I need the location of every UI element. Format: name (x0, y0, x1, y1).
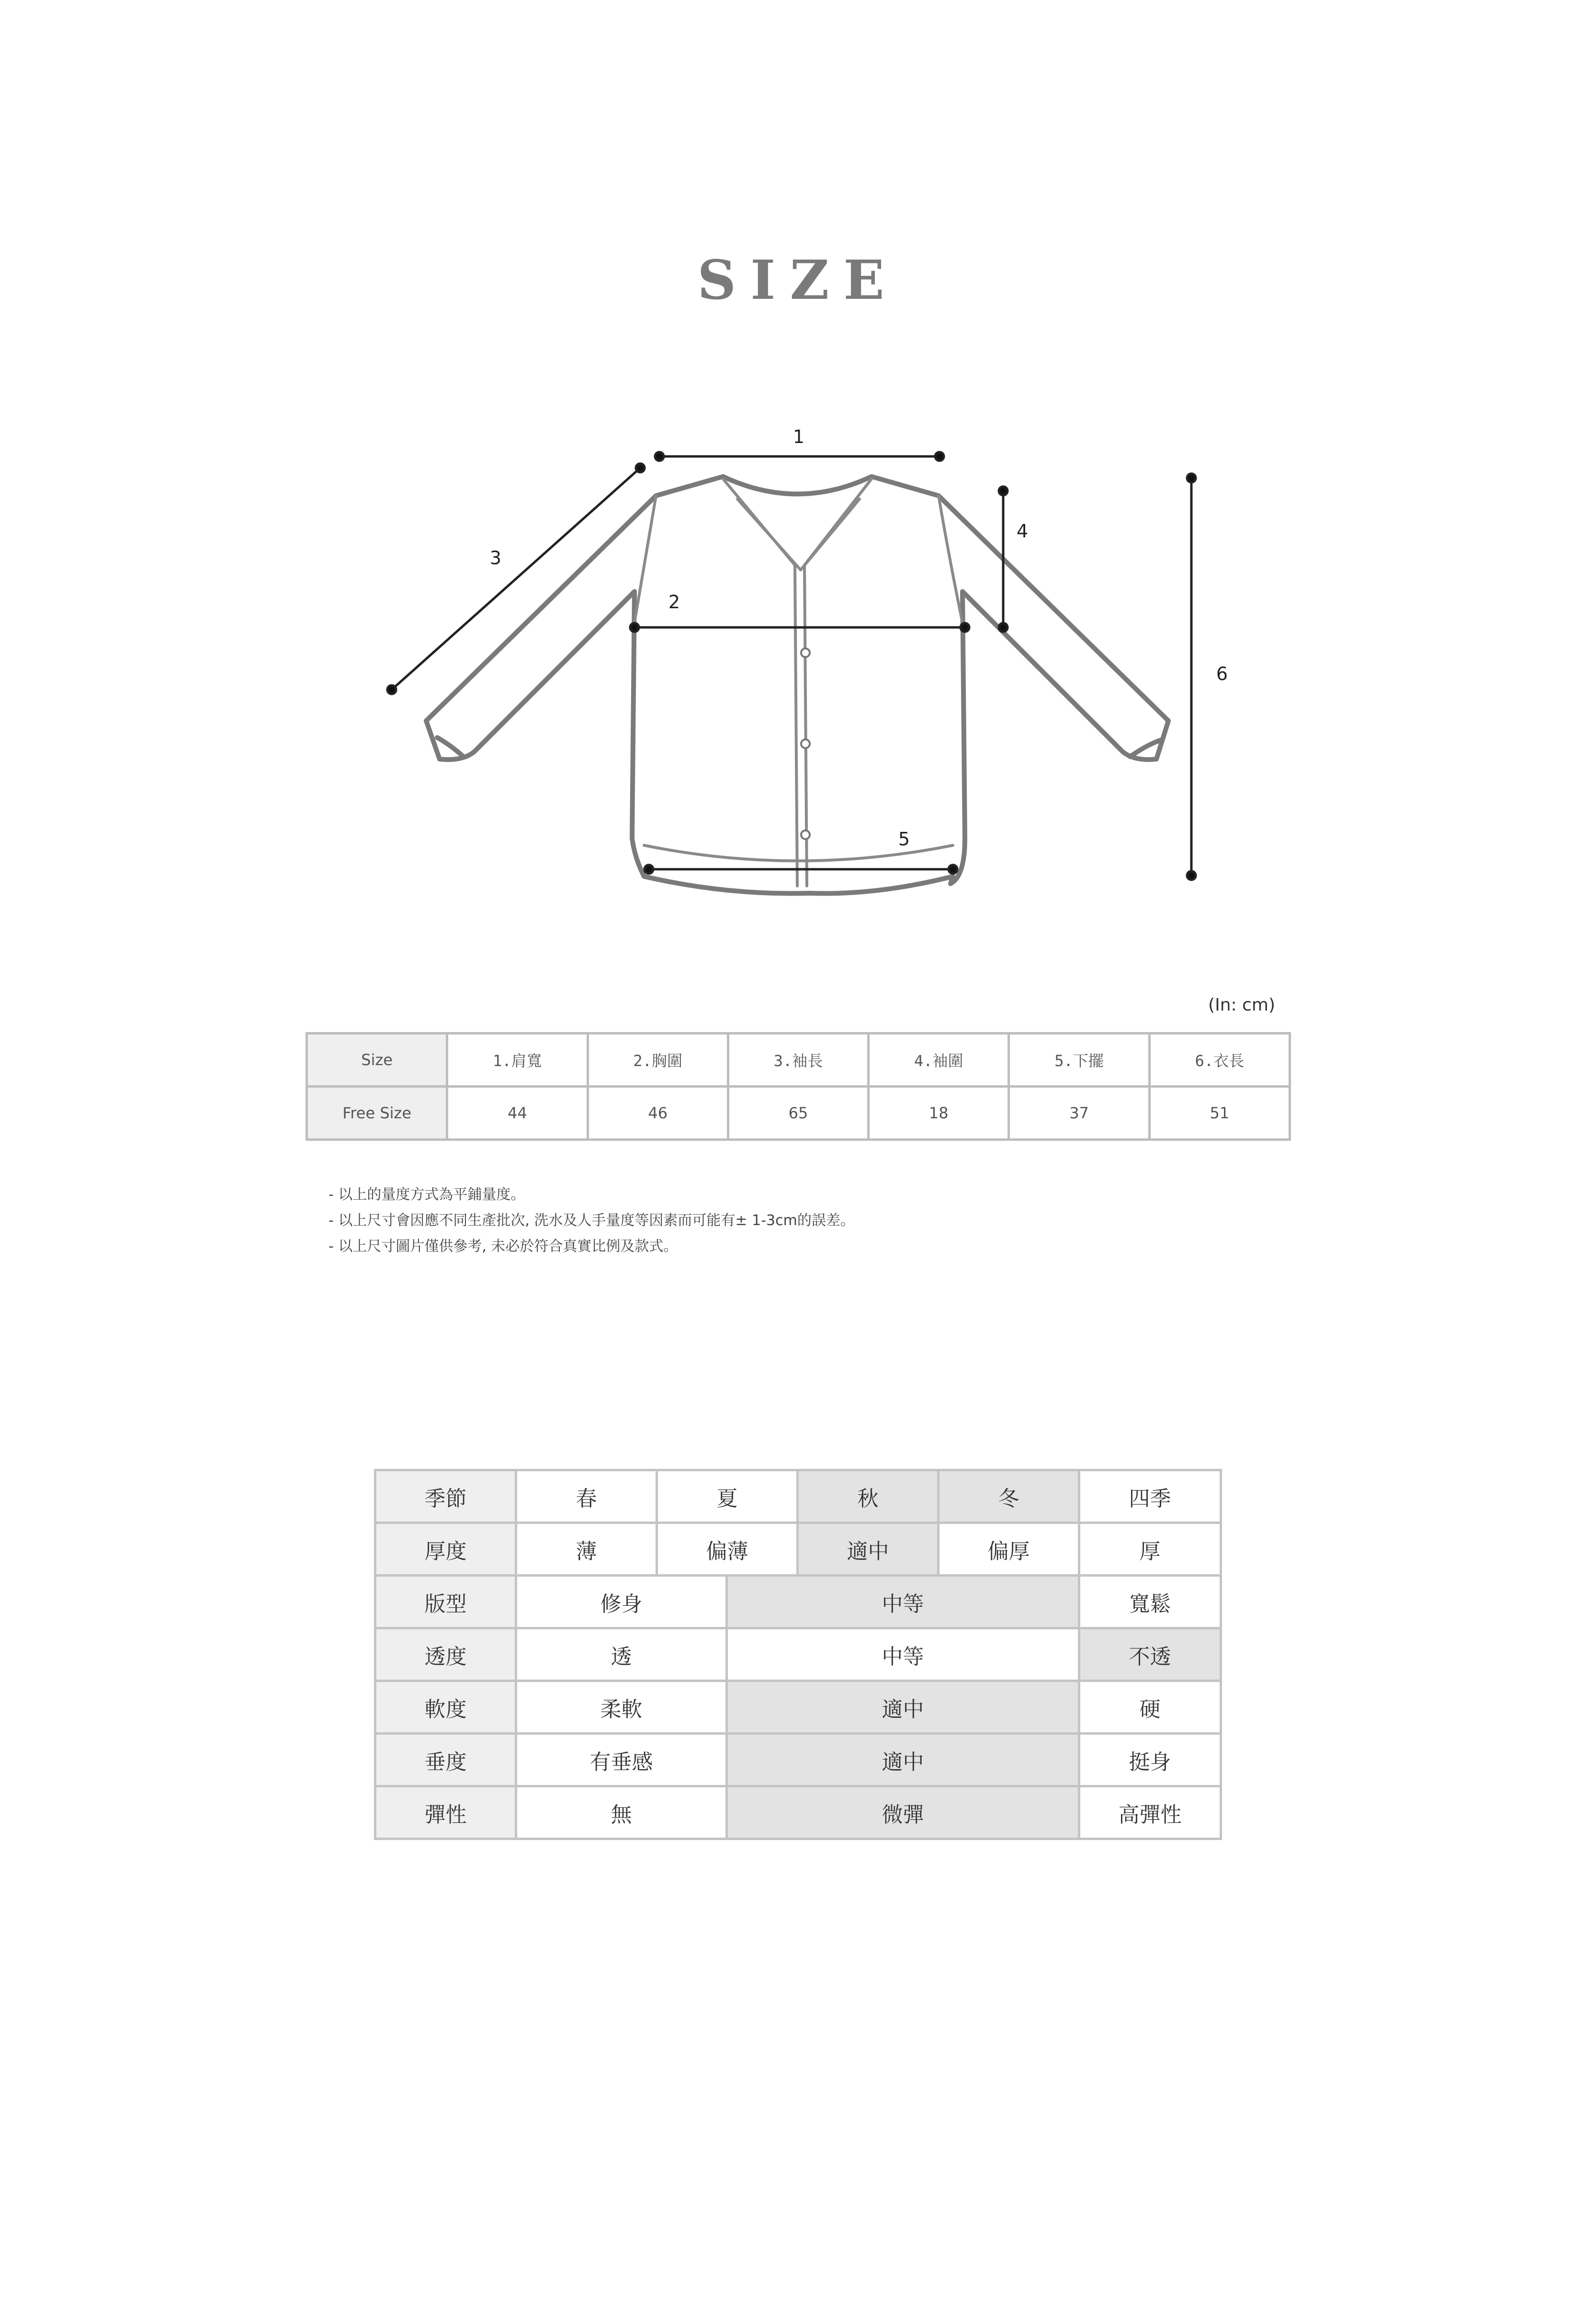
measurement-lines (387, 452, 1196, 880)
attr-label: 透度 (375, 1628, 516, 1681)
attr-option-selected: 適中 (727, 1734, 1079, 1786)
attr-option-selected: 適中 (798, 1523, 939, 1576)
attr-option-selected: 冬 (939, 1470, 1079, 1523)
attr-option: 夏 (657, 1470, 798, 1523)
attr-option: 厚 (1079, 1523, 1221, 1576)
size-table-row (307, 1087, 1290, 1140)
size-value-cell: 65 (728, 1087, 868, 1140)
attr-option: 高彈性 (1079, 1786, 1221, 1839)
attr-row-elasticity (375, 1786, 1221, 1839)
size-header-cell: 4.袖圍 (869, 1034, 1009, 1087)
cardigan-details (634, 479, 962, 886)
measure-label-1: 1 (792, 426, 805, 447)
attr-label: 垂度 (375, 1734, 516, 1786)
size-header-cell: 2.胸圍 (588, 1034, 728, 1087)
measure-label-3: 3 (489, 547, 502, 568)
attr-option: 有垂感 (516, 1734, 727, 1786)
attr-row-softness (375, 1681, 1221, 1734)
attr-option: 偏薄 (657, 1523, 798, 1576)
size-value-cell: 46 (588, 1087, 728, 1140)
attr-row-drape (375, 1734, 1221, 1786)
attr-label: 厚度 (375, 1523, 516, 1576)
attr-option: 中等 (727, 1628, 1079, 1681)
attr-row-season (375, 1470, 1221, 1523)
attr-option-selected: 中等 (727, 1576, 1079, 1628)
attr-label: 版型 (375, 1576, 516, 1628)
attr-option: 薄 (516, 1523, 657, 1576)
attr-label: 季節 (375, 1470, 516, 1523)
fabric-attribute-table (374, 1469, 1222, 1840)
attr-option: 修身 (516, 1576, 727, 1628)
attr-option-selected: 不透 (1079, 1628, 1221, 1681)
cardigan-diagram (0, 0, 1596, 958)
measurement-notes (328, 1182, 855, 1260)
page-title: SIZE (697, 249, 899, 312)
measure-label-6: 6 (1216, 663, 1228, 684)
measure-label-5: 5 (898, 829, 910, 850)
size-value-cell: 51 (1149, 1087, 1290, 1140)
measure-label-2: 2 (668, 591, 680, 613)
unit-note: (In: cm) (1208, 995, 1275, 1015)
attr-row-transparency (375, 1628, 1221, 1681)
measure-label-4: 4 (1016, 521, 1029, 542)
size-value-cell: 18 (869, 1087, 1009, 1140)
size-value-cell: 44 (447, 1087, 588, 1140)
size-header-cell: Size (307, 1034, 447, 1087)
size-row-label: Free Size (307, 1087, 447, 1140)
note-line: - 以上尺寸會因應不同生產批次, 洗水及人手量度等因素而可能有± 1-3cm的誤差。 (328, 1212, 855, 1229)
attr-option: 挺身 (1079, 1734, 1221, 1786)
attr-option: 透 (516, 1628, 727, 1681)
attr-option: 四季 (1079, 1470, 1221, 1523)
attr-option: 無 (516, 1786, 727, 1839)
attr-label: 彈性 (375, 1786, 516, 1839)
attr-option: 硬 (1079, 1681, 1221, 1734)
note-line: - 以上尺寸圖片僅供參考, 未必於符合真實比例及款式。 (328, 1238, 678, 1255)
size-header-cell: 5.下擺 (1009, 1034, 1149, 1087)
attr-row-fit (375, 1576, 1221, 1628)
attr-label: 軟度 (375, 1681, 516, 1734)
size-header-cell: 1.肩寬 (447, 1034, 588, 1087)
attr-row-thickness (375, 1523, 1221, 1576)
attr-option-selected: 秋 (798, 1470, 939, 1523)
attr-option-selected: 微彈 (727, 1786, 1079, 1839)
size-table (306, 1032, 1291, 1141)
size-table-header-row (307, 1034, 1290, 1087)
attr-option: 寬鬆 (1079, 1576, 1221, 1628)
size-value-cell: 37 (1009, 1087, 1149, 1140)
attr-option: 偏厚 (939, 1523, 1079, 1576)
note-line: - 以上的量度方式為平鋪量度。 (328, 1186, 525, 1203)
attr-option: 柔軟 (516, 1681, 727, 1734)
size-header-cell: 3.袖長 (728, 1034, 868, 1087)
attr-option: 春 (516, 1470, 657, 1523)
attr-option-selected: 適中 (727, 1681, 1079, 1734)
size-header-cell: 6.衣長 (1149, 1034, 1290, 1087)
